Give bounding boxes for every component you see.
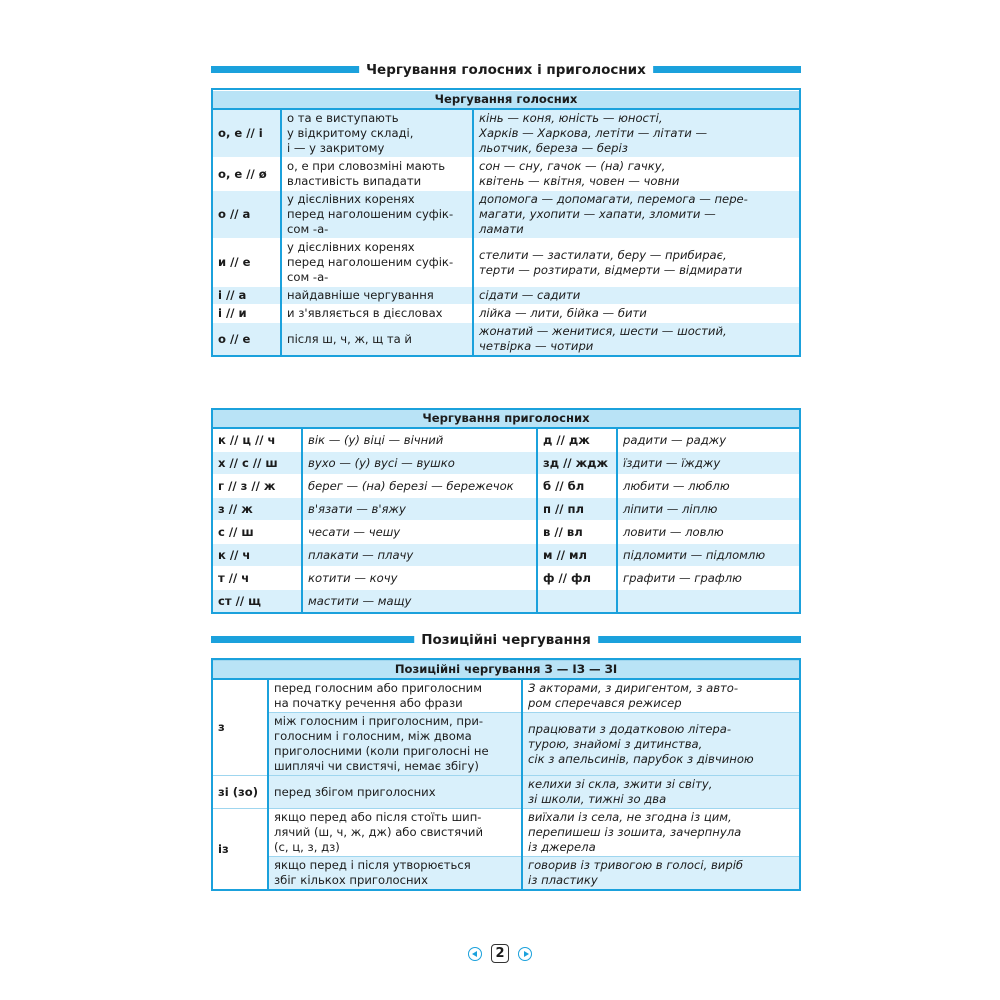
example-cell: плакати — плачу xyxy=(302,544,537,567)
text-line: шиплячі чи свистячі, немає збігу) xyxy=(274,759,479,773)
alternation-key: х // с // ш xyxy=(213,452,302,475)
alternation-key: і // а xyxy=(213,287,281,305)
table-row xyxy=(213,239,799,287)
text-line: у дієслівних коренях xyxy=(287,192,415,206)
text-line: допомога — допомагати, перемога — пере- xyxy=(479,192,748,206)
section-title: Позиційні чергування xyxy=(414,631,598,649)
text-line: З акторами, з диригентом, з авто- xyxy=(528,681,739,695)
alternation-key: т // ч xyxy=(213,567,302,590)
text-line: четвірка — чотири xyxy=(479,339,594,353)
consonant-alternation-table xyxy=(211,408,801,614)
rule-cell xyxy=(281,287,473,305)
table-row xyxy=(213,428,799,452)
text-line: перед збігом приголосних xyxy=(274,784,436,799)
example-cell xyxy=(522,679,799,713)
text-line: сідати — садити xyxy=(479,288,581,302)
text-line: на початку речення або фрази xyxy=(274,696,463,710)
next-page-icon[interactable] xyxy=(518,947,532,961)
text-line: сон — сну, гачок — (на) гачку, xyxy=(479,159,666,173)
rule-cell xyxy=(268,776,522,809)
previous-page-icon[interactable] xyxy=(468,947,482,961)
text-line: стелити — застилати, беру — прибирає, xyxy=(479,247,727,262)
section-header-positional xyxy=(211,631,801,651)
text-line: терти — розтирати, відмерти — відмирати xyxy=(479,262,743,277)
example-cell: котити — кочу xyxy=(302,567,537,590)
example-cell xyxy=(522,809,799,857)
positional-alternation-table xyxy=(211,658,801,891)
text-line: у відкритому складі, xyxy=(287,126,414,140)
table-caption: Чергування приголосних xyxy=(213,410,799,428)
text-line: найдавніше чергування xyxy=(287,288,434,302)
text-line: сом -а- xyxy=(287,270,329,284)
alternation-key: з // ж xyxy=(213,498,302,521)
table-row xyxy=(213,287,799,305)
text-line: перед наголошеним суфік- xyxy=(287,207,454,221)
page-number: 2 xyxy=(491,944,509,963)
example-cell: вухо — (у) вусі — вушко xyxy=(302,452,537,475)
table-row xyxy=(213,158,799,191)
text-line: працювати з додатковою літера- xyxy=(528,721,732,736)
vowel-alternation-table xyxy=(211,88,801,357)
alternation-key: к // ч xyxy=(213,544,302,567)
example-cell: чесати — чешу xyxy=(302,521,537,544)
rule-cell xyxy=(268,713,522,776)
example-cell xyxy=(522,776,799,809)
example-cell xyxy=(473,305,799,323)
table-row xyxy=(213,475,799,498)
text-line: лячий (ш, ч, ж, дж) або свистячий xyxy=(274,825,483,839)
alternation-key: и // е xyxy=(213,239,281,287)
text-line: о та е виступають xyxy=(287,111,399,125)
example-cell xyxy=(617,590,799,613)
text-line: сом -а- xyxy=(287,222,329,236)
example-cell: мастити — мащу xyxy=(302,590,537,613)
example-cell xyxy=(473,191,799,239)
text-line: Харків — Харкова, летіти — літати — xyxy=(479,126,708,140)
alternation-key: ст // щ xyxy=(213,590,302,613)
table-row xyxy=(213,544,799,567)
text-line: після ш, ч, ж, щ та й xyxy=(287,331,412,346)
text-line: із джерела xyxy=(528,840,596,854)
section-header-alternations xyxy=(211,61,801,81)
table-row xyxy=(213,590,799,613)
rule-cell xyxy=(281,109,473,158)
table-row xyxy=(213,567,799,590)
example-cell: любити — люблю xyxy=(617,475,799,498)
rule-cell xyxy=(281,191,473,239)
example-cell: підломити — підломлю xyxy=(617,544,799,567)
rule-cell xyxy=(268,857,522,890)
text-line: перед наголошеним суфік- xyxy=(287,255,454,269)
rule-cell xyxy=(281,158,473,191)
text-line: кінь — коня, юність — юності, xyxy=(479,111,663,125)
rule-cell xyxy=(281,305,473,323)
rule-cell xyxy=(281,323,473,356)
text-line: турою, знайомі з дитинства, xyxy=(528,736,703,751)
table-row xyxy=(213,498,799,521)
example-cell: ловити — ловлю xyxy=(617,521,799,544)
alternation-key: з xyxy=(213,679,268,776)
alternation-key: зі (зо) xyxy=(213,776,268,809)
table-row xyxy=(213,713,799,776)
alternation-key: к // ц // ч xyxy=(213,428,302,452)
example-cell xyxy=(473,109,799,158)
example-cell xyxy=(473,158,799,191)
alternation-key: г // з // ж xyxy=(213,475,302,498)
example-cell xyxy=(522,713,799,776)
example-cell: графити — графлю xyxy=(617,567,799,590)
text-line: квітень — квітня, човен — човни xyxy=(479,174,680,188)
example-cell xyxy=(473,323,799,356)
example-cell: радити — раджу xyxy=(617,428,799,452)
table-row xyxy=(213,109,799,158)
text-line: і — у закритому xyxy=(287,141,385,155)
alternation-key: м // мл xyxy=(537,544,617,567)
text-line: перепишеш із зошита, зачерпнула xyxy=(528,825,742,839)
example-cell: ліпити — ліплю xyxy=(617,498,799,521)
text-line: якщо перед або після стоїть шип- xyxy=(274,810,482,824)
text-line: приголосними (коли приголосні не xyxy=(274,744,489,758)
table-row xyxy=(213,679,799,713)
table-caption: Позиційні чергування З — ІЗ — ЗІ xyxy=(213,661,799,680)
text-line: у дієслівних коренях xyxy=(287,240,415,254)
text-line: лійка — лити, бійка — бити xyxy=(479,306,647,320)
table-caption: Чергування голосних xyxy=(213,91,799,110)
table-row xyxy=(213,305,799,323)
alternation-key: із xyxy=(213,809,268,890)
example-cell: їздити — їжджу xyxy=(617,452,799,475)
alternation-key: б // бл xyxy=(537,475,617,498)
alternation-key: о, е // ø xyxy=(213,158,281,191)
alternation-key: о, е // і xyxy=(213,109,281,158)
table-row xyxy=(213,776,799,809)
text-line: о, е при словозміні мають xyxy=(287,159,446,173)
table-row xyxy=(213,809,799,857)
example-cell xyxy=(473,287,799,305)
text-line: сік з апельсинів, парубок з дівчиною xyxy=(528,751,754,766)
text-line: властивість випадати xyxy=(287,174,422,188)
text-line: перед голосним або приголосним xyxy=(274,681,482,695)
text-line: із пластику xyxy=(528,873,598,887)
text-line: голосним і голосним, між двома xyxy=(274,729,472,743)
text-line: між голосним і приголосним, при- xyxy=(274,714,484,728)
alternation-key: і // и xyxy=(213,305,281,323)
alternation-key: о // е xyxy=(213,323,281,356)
table-row xyxy=(213,521,799,544)
rule-cell xyxy=(268,679,522,713)
page-navigation xyxy=(0,943,1000,963)
text-line: и з'являється в дієсловах xyxy=(287,306,443,320)
example-cell: берег — (на) березі — бережечок xyxy=(302,475,537,498)
alternation-key: зд // ждж xyxy=(537,452,617,475)
text-line: зі школи, тижні зо два xyxy=(528,792,667,806)
text-line: виїхали із села, не згодна із цим, xyxy=(528,810,732,824)
text-line: магати, ухопити — хапати, зломити — xyxy=(479,207,716,221)
rule-cell xyxy=(268,809,522,857)
text-line: збіг кількох приголосних xyxy=(274,873,428,887)
text-line: якщо перед і після утворюється xyxy=(274,858,471,872)
example-cell: в'язати — в'яжу xyxy=(302,498,537,521)
table-row xyxy=(213,323,799,356)
alternation-key: ф // фл xyxy=(537,567,617,590)
alternation-key: в // вл xyxy=(537,521,617,544)
text-line: говорив із тривогою в голосі, виріб xyxy=(528,858,744,872)
text-line: келихи зі скла, зжити зі світу, xyxy=(528,777,713,791)
table-row xyxy=(213,857,799,890)
section-title: Чергування голосних і приголосних xyxy=(359,61,653,79)
alternation-key: д // дж xyxy=(537,428,617,452)
text-line: (с, ц, з, дз) xyxy=(274,840,340,854)
alternation-key xyxy=(537,590,617,613)
text-line: жонатий — женитися, шести — шостий, xyxy=(479,324,727,338)
example-cell xyxy=(522,857,799,890)
rule-cell xyxy=(281,239,473,287)
table-row xyxy=(213,191,799,239)
alternation-key: п // пл xyxy=(537,498,617,521)
example-cell: вік — (у) віці — вічний xyxy=(302,428,537,452)
example-cell xyxy=(473,239,799,287)
text-line: ром сперечався режисер xyxy=(528,696,682,710)
alternation-key: с // ш xyxy=(213,521,302,544)
alternation-key: о // а xyxy=(213,191,281,239)
text-line: льотчик, береза — беріз xyxy=(479,141,628,155)
table-row xyxy=(213,452,799,475)
text-line: ламати xyxy=(479,222,524,236)
